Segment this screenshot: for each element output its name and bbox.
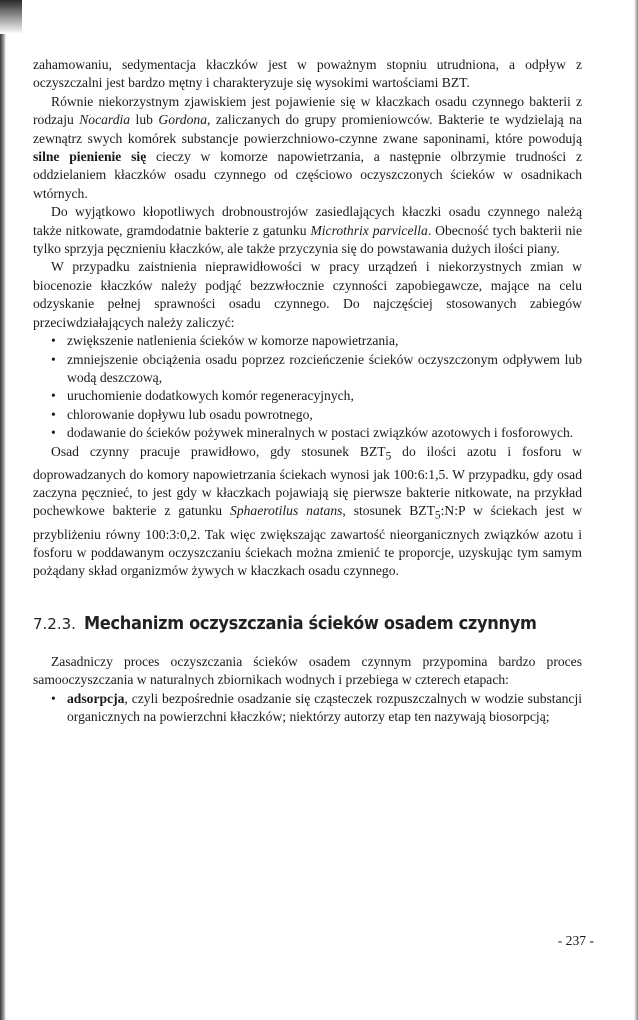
- paragraph-nocardia: Równie niekorzystnym zjawiskiem jest pojawienie się w kłaczkach osadu czynnego bakterii z rodzaju Nocardia lub Gordona, zaliczanych do grupy promieniowców. Bakterie te wydzielają na zewnątrz swych komórek substancje powierzchniowo-czynne zwane saponinami, które powodują silne pienienie się cieczy w komorze napowietrzania, a następnie olbrzymie trudności z oddzielaniem kłaczków osadu czynnego od częściowo oczyszczonych ścieków w osadnikach wtórnych.: [33, 93, 583, 201]
- paragraph-preventive-measures: W przypadku zaistnienia nieprawidłowości w pracy urządzeń i niekorzystnych zmian w biocenozie kłaczków należy podjąć bezzwłocznie czynności zapobiegawcze, mające na celu odzyskanie pełnej sprawności osadu czynnego. Do najczęściej stosowanych zabiegów przeciwdziałających należy zaliczyć:: [33, 259, 582, 330]
- genus-gordona: Gordona: [158, 112, 207, 128]
- page-body: [33, 56, 582, 726]
- term-adsorption: adsorpcja: [67, 690, 125, 706]
- genus-nocardia: Nocardia: [79, 112, 131, 128]
- page-number: - 237 -: [557, 933, 594, 948]
- emphasis-foaming: silne pienienie się: [33, 149, 147, 165]
- list-item: • chlorowanie dopływu lub osadu powrotnego,: [67, 406, 582, 424]
- species-sphaerotilus: Sphaerotilus natans: [230, 503, 343, 519]
- scan-shadow-right: [634, 0, 638, 1020]
- list-item: • zmniejszenie obciążenia osadu poprzez rozcieńczenie ścieków oczyszczonym odpływem lub wodą deszczową,: [67, 351, 582, 388]
- paragraph-nutrient-ratio: Osad czynny pracuje prawidłowo, gdy stosunek $BZT_5$ do ilości azotu i fosforu w doprowadzanych do komory napowietrzania ściekach wynosi jak 100:6:1,5. W przypadku, gdy osad zaczyna pęcznieć, to jest gdy w kłaczkach pojawiają się pierwsze bakterie nitkowate, na przykład pochewkowe bakterie z gatunku Sphaerotilus natans, stosunek $BZT_5:N:P$ w ściekach jest w przybliżeniu równy 100:3:0,2. Tak więc zwiększając zawartość nieorganicznych związków azotu i fosforu w poddawanym oczyszczaniu ściekach można zmienić te proporcje, uzyskując tym samym pożądany skład organizmów żywych w kłaczkach osadu czynnego.: [33, 443, 583, 579]
- measures-list: [33, 332, 582, 442]
- paragraph-continuation: zahamowaniu, sedymentacja kłaczków jest w poważnym stopniu utrudniona, a odpływ z oczyszczalni jest bardzo mętny i charakteryzuje się wysokimi wartościami BZT.: [33, 57, 582, 91]
- scan-shadow-top: [0, 0, 22, 34]
- paragraph-microthrix: Do wyjątkowo kłopotliwych drobnoustrojów zasiedlających kłaczki osadu czynnego należą także nitkowate, gramdodatnie bakterie z gatunku Microthrix parvicella. Obecność tych bakterii nie tylko sprzyja pęcznieniu kłaczków, ale także przyczynia się do powstawania dużych ilości piany.: [33, 204, 582, 257]
- list-item: • dodawanie do ścieków pożywek mineralnych w postaci związków azotowych i fosforowych.: [67, 424, 582, 442]
- paragraph-stages-intro: Zasadniczy proces oczyszczania ścieków osadem czynnym przypomina bardzo proces samooczyszczania w naturalnych zbiornikach wodnych i przebiega w czterech etapach:: [33, 653, 582, 688]
- list-item: • uruchomienie dodatkowych komór regeneracyjnych,: [67, 387, 582, 405]
- scan-shadow-left: [0, 0, 6, 1020]
- section-number: 7.2.3.: [33, 614, 76, 633]
- section-title: Mechanizm oczyszczania ścieków osadem czynnym: [83, 612, 537, 634]
- section-heading: [33, 613, 582, 635]
- list-item: • zwiększenie natlenienia ścieków w komorze napowietrzania,: [67, 332, 582, 350]
- list-item: • adsorpcja, czyli bezpośrednie osadzanie się cząsteczek rozpuszczalnych w wodzie substancji organicznych na powierzchni kłaczków; niektórzy autorzy etap ten nazywają biosorpcją;: [67, 690, 582, 727]
- species-microthrix: Microthrix parvicella: [310, 222, 428, 238]
- stages-list: [33, 690, 582, 727]
